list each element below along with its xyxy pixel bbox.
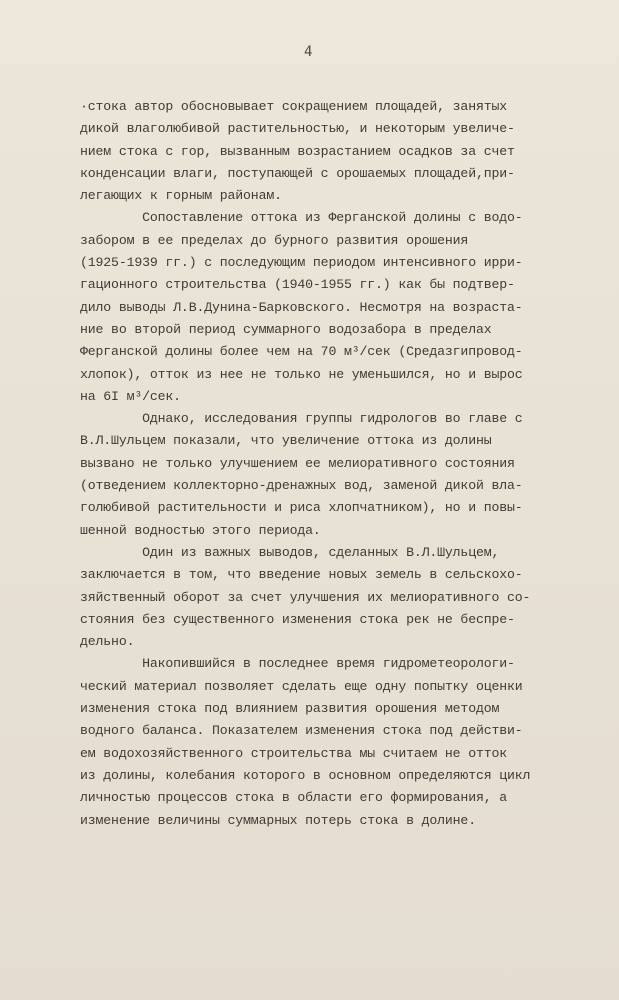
text-line: Однако, исследования группы гидрологов во главе с — [80, 411, 523, 427]
text-line: нием стока с гор, вызванным возрастанием осадков за счет — [80, 143, 515, 159]
text-line: вызвано не только улучшением ее мелиоративного состояния — [80, 455, 515, 471]
text-line: ческий материал позволяет сделать еще одну попытку оценки — [80, 678, 523, 694]
text-line: хлопок), отток из нее не только не уменьшился, но и вырос — [80, 366, 523, 382]
text-line: В.Л.Шульцем показали, что увеличение оттока из долины — [80, 433, 492, 449]
body-text — [80, 96, 595, 832]
text-line: (1925-1939 гг.) с последующим периодом интенсивного ирри- — [80, 255, 523, 271]
text-line: зяйственный оборот за счет улучшения их мелиоративного со- — [80, 589, 531, 605]
text-line: на 6I м³/сек. — [80, 388, 181, 404]
text-line: Ферганской долины более чем на 70 м³/сек (Средазгипровод- — [80, 344, 523, 360]
text-line: ние во второй период суммарного водозабора в пределах — [80, 321, 492, 337]
text-line: гационного строительства (1940-1955 гг.) как бы подтвер- — [80, 277, 515, 293]
text-line: легающих к горным районам. — [80, 188, 282, 204]
text-line: дельно. — [80, 634, 135, 650]
text-line: (отведением коллекторно-дренажных вод, заменой дикой вла- — [80, 478, 523, 494]
text-line: конденсации влаги, поступающей с орошаемых площадей,при- — [80, 165, 515, 181]
text-line: личностью процессов стока в области его формирования, а — [80, 790, 508, 806]
text-line: Накопившийся в последнее время гидрометеорологи- — [80, 656, 515, 672]
text-line: изменения стока под влиянием развития орошения методом — [80, 701, 500, 717]
text-line: стояния без существенного изменения стока рек не беспре- — [80, 611, 515, 627]
text-line: забором в ее пределах до бурного развития орошения — [80, 232, 469, 248]
text-line: из долины, колебания которого в основном определяются цикл — [80, 767, 531, 783]
text-line: заключается в том, что введение новых земель в сельскохо- — [80, 567, 523, 583]
text-line: изменение величины суммарных потерь стока в долине. — [80, 812, 476, 828]
text-line: ем водохозяйственного строительства мы считаем не отток — [80, 745, 508, 761]
text-line: водного баланса. Показателем изменения стока под действи- — [80, 723, 523, 739]
page-number: 4 — [304, 44, 313, 60]
text-line: дикой влаголюбивой растительностью, и некоторым увеличе- — [80, 121, 515, 137]
text-line: шенной водностью этого периода. — [80, 522, 321, 538]
text-line: ·стока автор обосновывает сокращением площадей, занятых — [80, 99, 508, 114]
text-line: Сопоставление оттока из Ферганской долины с водо- — [80, 210, 523, 226]
text-line: дило выводы Л.В.Дунина-Барковского. Несмотря на возраста- — [80, 299, 523, 315]
text-line: голюбивой растительности и риса хлопчатником), но и повы- — [80, 500, 523, 516]
text-line: Один из важных выводов, сделанных В.Л.Шульцем, — [80, 544, 500, 560]
